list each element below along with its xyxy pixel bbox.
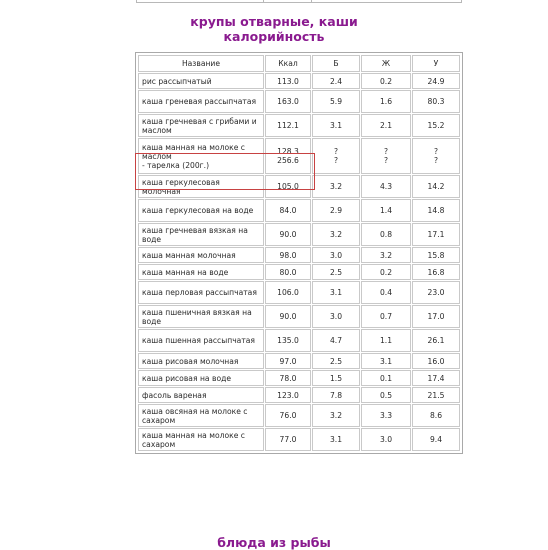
previous-table-edge: [136, 0, 462, 3]
cell-carbs: 8.6: [412, 404, 460, 427]
cell-fat: 3.1: [361, 353, 411, 369]
cell-kcal: 123.0: [265, 387, 311, 403]
table-row: [138, 199, 460, 222]
table-row: [138, 73, 460, 89]
cell-carbs: 26.1: [412, 329, 460, 352]
cell-kcal: 98.0: [265, 247, 311, 263]
cell-fat: 0.5: [361, 387, 411, 403]
cell-fat: 0.2: [361, 264, 411, 280]
cell-kcal: 128.3 256.6: [265, 138, 311, 174]
cell-kcal: 84.0: [265, 199, 311, 222]
table-row: [138, 138, 460, 174]
cell-fat: 3.0: [361, 428, 411, 451]
cell-carbs: 23.0: [412, 281, 460, 304]
cell-protein: 3.2: [312, 404, 360, 427]
calorie-table-frame: [135, 52, 463, 454]
cell-protein: 3.2: [312, 223, 360, 246]
cell-carbs: 17.1: [412, 223, 460, 246]
cell-protein: 3.0: [312, 247, 360, 263]
cell-protein: 2.5: [312, 353, 360, 369]
cell-carbs: 24.9: [412, 73, 460, 89]
table-row: [138, 404, 460, 427]
cell-carbs: ? ?: [412, 138, 460, 174]
cell-name: каша греневая рассыпчатая: [138, 90, 264, 113]
cell-protein: 2.4: [312, 73, 360, 89]
cell-carbs: 80.3: [412, 90, 460, 113]
cell-name: каша рисовая молочная: [138, 353, 264, 369]
cell-protein: 4.7: [312, 329, 360, 352]
cell-fat: 0.8: [361, 223, 411, 246]
table-header-row: [138, 55, 460, 72]
cell-protein: 5.9: [312, 90, 360, 113]
table-row: [138, 353, 460, 369]
table-row: [138, 223, 460, 246]
table-row: [138, 247, 460, 263]
cell-carbs: 17.0: [412, 305, 460, 328]
table-row: [138, 387, 460, 403]
table-row: [138, 264, 460, 280]
calorie-table: [137, 54, 461, 452]
cell-fat: 2.1: [361, 114, 411, 137]
cell-name: каша манная молочная: [138, 247, 264, 263]
cell-name: фасоль вареная: [138, 387, 264, 403]
cell-carbs: 14.8: [412, 199, 460, 222]
cell-fat: 1.6: [361, 90, 411, 113]
cell-kcal: 77.0: [265, 428, 311, 451]
cell-kcal: 97.0: [265, 353, 311, 369]
cell-kcal: 163.0: [265, 90, 311, 113]
table-row: [138, 114, 460, 137]
cell-carbs: 17.4: [412, 370, 460, 386]
cell-name: каша пшенная рассыпчатая: [138, 329, 264, 352]
cell-fat: 3.2: [361, 247, 411, 263]
cell-fat: 4.3: [361, 175, 411, 198]
cell-carbs: 16.0: [412, 353, 460, 369]
cell-kcal: 80.0: [265, 264, 311, 280]
cell-name: каша пшеничная вязкая на воде: [138, 305, 264, 328]
cell-kcal: 106.0: [265, 281, 311, 304]
table-row: [138, 175, 460, 198]
column-header-fat: Ж: [361, 55, 411, 72]
table-row: [138, 90, 460, 113]
section-heading: [0, 14, 548, 44]
cell-carbs: 9.4: [412, 428, 460, 451]
cell-protein: 2.9: [312, 199, 360, 222]
cell-protein: ? ?: [312, 138, 360, 174]
cell-protein: 7.8: [312, 387, 360, 403]
cell-kcal: 90.0: [265, 223, 311, 246]
next-section-title: блюда из рыбы: [217, 535, 331, 550]
cell-name: каша манная на молоке с сахаром: [138, 428, 264, 451]
cell-protein: 3.1: [312, 281, 360, 304]
cell-name: каша перловая рассыпчатая: [138, 281, 264, 304]
table-row: [138, 329, 460, 352]
column-header-protein: Б: [312, 55, 360, 72]
cell-name: каша геркулесовая молочная: [138, 175, 264, 198]
table-row: [138, 305, 460, 328]
cell-carbs: 14.2: [412, 175, 460, 198]
column-header-name: Название: [138, 55, 264, 72]
cell-kcal: 90.0: [265, 305, 311, 328]
cell-fat: ? ?: [361, 138, 411, 174]
cell-kcal: 135.0: [265, 329, 311, 352]
cell-kcal: 112.1: [265, 114, 311, 137]
cell-name: каша овсяная на молоке с сахаром: [138, 404, 264, 427]
cell-name: каша рисовая на воде: [138, 370, 264, 386]
cell-kcal: 76.0: [265, 404, 311, 427]
cell-protein: 1.5: [312, 370, 360, 386]
cell-name: каша манная на молоке с маслом - тарелка (200г.): [138, 138, 264, 174]
cell-protein: 2.5: [312, 264, 360, 280]
table-row: [138, 428, 460, 451]
cell-fat: 0.1: [361, 370, 411, 386]
column-header-kcal: Ккал: [265, 55, 311, 72]
cell-kcal: 113.0: [265, 73, 311, 89]
cell-protein: 3.1: [312, 428, 360, 451]
cell-name: каша гречневая вязкая на воде: [138, 223, 264, 246]
cell-fat: 1.1: [361, 329, 411, 352]
cell-protein: 3.2: [312, 175, 360, 198]
cell-carbs: 15.8: [412, 247, 460, 263]
cell-kcal: 105.0: [265, 175, 311, 198]
section-subtitle: калорийность: [223, 29, 325, 44]
section-title: крупы отварные, каши: [190, 14, 358, 29]
cell-carbs: 16.8: [412, 264, 460, 280]
cell-kcal: 78.0: [265, 370, 311, 386]
cell-carbs: 15.2: [412, 114, 460, 137]
cell-carbs: 21.5: [412, 387, 460, 403]
cell-name: каша гречневая с грибами и маслом: [138, 114, 264, 137]
cell-protein: 3.1: [312, 114, 360, 137]
cell-fat: 0.4: [361, 281, 411, 304]
cell-protein: 3.0: [312, 305, 360, 328]
cell-name: рис рассыпчатый: [138, 73, 264, 89]
column-header-carbs: У: [412, 55, 460, 72]
cell-name: каша геркулесовая на воде: [138, 199, 264, 222]
cell-fat: 1.4: [361, 199, 411, 222]
cell-name: каша манная на воде: [138, 264, 264, 280]
cell-fat: 3.3: [361, 404, 411, 427]
cell-fat: 0.2: [361, 73, 411, 89]
table-row: [138, 281, 460, 304]
cell-fat: 0.7: [361, 305, 411, 328]
table-row: [138, 370, 460, 386]
